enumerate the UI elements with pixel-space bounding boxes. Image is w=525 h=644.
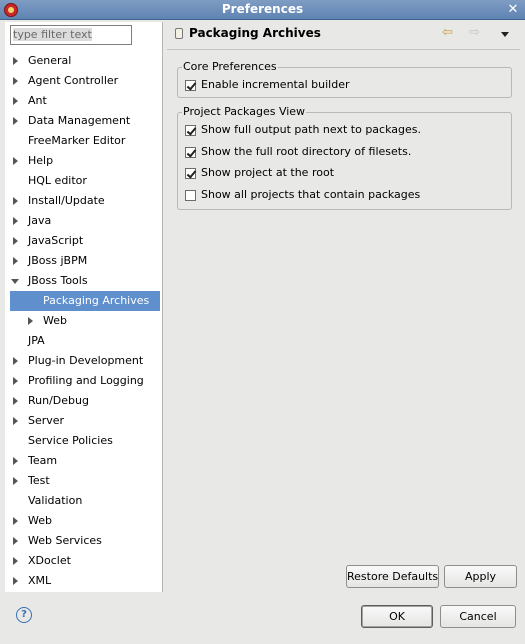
checkbox-label: Enable incremental builder (201, 78, 350, 91)
tree-item-install-update[interactable] (5, 191, 163, 211)
tree-item-label: Profiling and Logging (28, 374, 144, 387)
tree-item-label: Web (28, 514, 52, 527)
tree-item-label: FreeMarker Editor (28, 134, 126, 147)
filter-input-text: type filter text (13, 28, 92, 41)
expand-arrow-icon[interactable] (13, 477, 18, 485)
tree-item-label: JBoss Tools (28, 274, 88, 287)
tree-item-label: XML (28, 574, 52, 587)
tree-item-xml[interactable] (5, 571, 163, 591)
page-title: Packaging Archives (189, 26, 321, 40)
tree-item-general[interactable] (5, 51, 163, 71)
tree-item-ant[interactable] (5, 91, 163, 111)
tree-item-label: Web (43, 314, 67, 327)
collapse-arrow-icon[interactable] (11, 279, 19, 284)
apply-button[interactable]: Apply (444, 565, 517, 588)
expand-arrow-icon[interactable] (13, 237, 18, 245)
checkbox-checked-icon[interactable] (185, 125, 196, 136)
tree-item-web[interactable] (5, 511, 163, 531)
page-header (167, 22, 520, 50)
expand-arrow-icon[interactable] (13, 77, 18, 85)
preferences-tree-pane (5, 22, 163, 592)
tree-item-freemarker-editor[interactable] (5, 131, 163, 151)
back-arrow-icon[interactable]: ⇦ (442, 25, 453, 40)
expand-arrow-icon[interactable] (13, 97, 18, 105)
tree-item-data-management[interactable] (5, 111, 163, 131)
filter-input[interactable] (10, 25, 132, 45)
tree-item-javascript[interactable] (5, 231, 163, 251)
tree-item-label: Test (28, 474, 50, 487)
tree-item-packaging-archives[interactable] (10, 291, 160, 311)
expand-arrow-icon[interactable] (28, 317, 33, 325)
tree-item-java[interactable] (5, 211, 163, 231)
tree-item-help[interactable] (5, 151, 163, 171)
window-titlebar (0, 0, 525, 20)
help-icon[interactable]: ? (16, 607, 32, 623)
tree-item-server[interactable] (5, 411, 163, 431)
dialog-button-bar (0, 592, 525, 644)
tree-item-web-child[interactable] (5, 311, 163, 331)
checkbox-label: Show full output path next to packages. (201, 123, 421, 136)
tree-item-jboss-tools[interactable] (5, 271, 163, 291)
expand-arrow-icon[interactable] (13, 357, 18, 365)
tree-item-jpa[interactable] (5, 331, 163, 351)
group-legend: Core Preferences (183, 60, 277, 73)
checkbox-checked-icon[interactable] (185, 80, 196, 91)
tree-item-label: Help (28, 154, 54, 167)
checkbox-label: Show all projects that contain packages (201, 188, 421, 201)
tree-item-profiling-and-logging[interactable] (5, 371, 163, 391)
tree-item-label: Data Management (28, 114, 131, 127)
expand-arrow-icon[interactable] (13, 557, 18, 565)
tree-item-test[interactable] (5, 471, 163, 491)
restore-defaults-button[interactable]: Restore Defaults (346, 565, 439, 588)
tree-item-label: Team (28, 454, 58, 467)
tree-item-label: Server (28, 414, 65, 427)
tree-item-agent-controller[interactable] (5, 71, 163, 91)
expand-arrow-icon[interactable] (13, 57, 18, 65)
expand-arrow-icon[interactable] (13, 577, 18, 585)
tree-item-label: XDoclet (28, 554, 71, 567)
preferences-tree (5, 51, 163, 591)
preference-page (167, 22, 520, 592)
forward-arrow-icon[interactable]: ⇨ (469, 25, 480, 40)
tree-item-plug-in-development[interactable] (5, 351, 163, 371)
checkbox-label: Show project at the root (201, 166, 335, 179)
expand-arrow-icon[interactable] (13, 117, 18, 125)
tree-item-label: Install/Update (28, 194, 105, 207)
tree-item-label: Ant (28, 94, 47, 107)
checkbox-unchecked-icon[interactable] (185, 190, 196, 201)
tree-item-jboss-jbpm[interactable] (5, 251, 163, 271)
tree-item-run-debug[interactable] (5, 391, 163, 411)
expand-arrow-icon[interactable] (13, 417, 18, 425)
tree-item-label: Web Services (28, 534, 102, 547)
checkbox-checked-icon[interactable] (185, 147, 196, 158)
tree-item-xdoclet[interactable] (5, 551, 163, 571)
tree-item-label: Service Policies (28, 434, 113, 447)
expand-arrow-icon[interactable] (13, 197, 18, 205)
tree-item-label: General (28, 54, 72, 67)
tree-item-label: Packaging Archives (43, 294, 150, 307)
cancel-button[interactable]: Cancel (440, 605, 516, 628)
expand-arrow-icon[interactable] (13, 157, 18, 165)
expand-arrow-icon[interactable] (13, 457, 18, 465)
expand-arrow-icon[interactable] (13, 377, 18, 385)
tree-item-service-policies[interactable] (5, 431, 163, 451)
tree-item-label: Run/Debug (28, 394, 89, 407)
tree-item-label: Plug-in Development (28, 354, 144, 367)
view-menu-icon[interactable] (501, 32, 509, 37)
tree-item-web-services[interactable] (5, 531, 163, 551)
project-packages-view-group (177, 105, 512, 210)
expand-arrow-icon[interactable] (13, 257, 18, 265)
expand-arrow-icon[interactable] (13, 537, 18, 545)
window-title: Preferences (221, 2, 304, 16)
checkbox-checked-icon[interactable] (185, 168, 196, 179)
tree-item-label: Validation (28, 494, 83, 507)
ok-button[interactable]: OK (361, 605, 433, 628)
tree-item-label: JavaScript (28, 234, 84, 247)
expand-arrow-icon[interactable] (13, 217, 18, 225)
group-legend: Project Packages View (183, 105, 306, 118)
expand-arrow-icon[interactable] (13, 397, 18, 405)
tree-item-validation[interactable] (5, 491, 163, 511)
document-icon (175, 28, 183, 39)
core-preferences-group (177, 60, 512, 98)
tree-item-label: JBoss jBPM (28, 254, 88, 267)
tree-item-hql-editor[interactable] (5, 171, 163, 191)
expand-arrow-icon[interactable] (13, 517, 18, 525)
checkbox-label: Show the full root directory of filesets. (201, 145, 412, 158)
close-button[interactable]: ✕ (507, 2, 519, 17)
tree-item-team[interactable] (5, 451, 163, 471)
tree-item-label: JPA (28, 334, 45, 347)
tree-item-label: Java (28, 214, 52, 227)
tree-item-label: Agent Controller (28, 74, 119, 87)
tree-item-label: HQL editor (28, 174, 87, 187)
